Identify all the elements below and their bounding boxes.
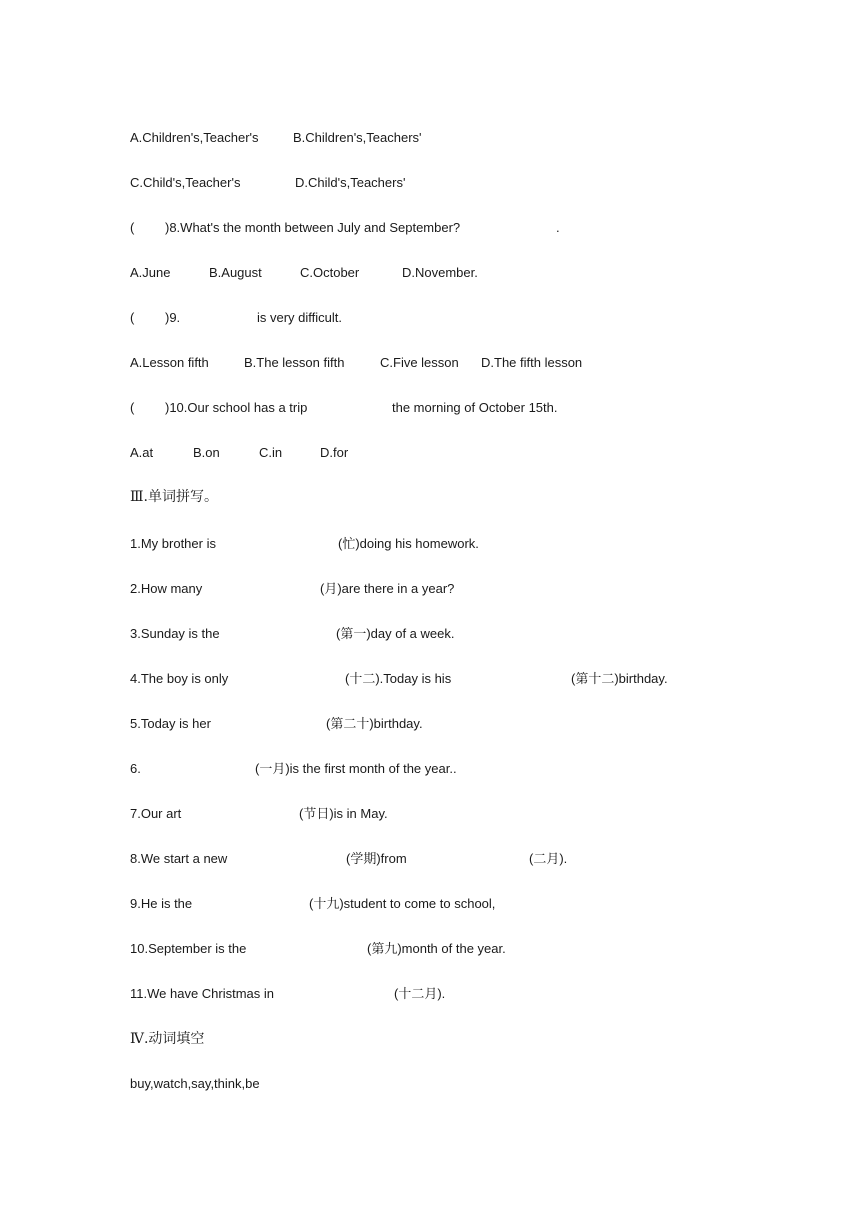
item-text: 11.We have Christmas in (130, 986, 275, 1001)
item-text-after-blank: (节日)is in May. (299, 806, 388, 821)
section-4-heading (130, 1030, 205, 1066)
item-text: 1.My brother is (130, 536, 216, 551)
question-text-after-blank: is very difficult. (257, 310, 343, 325)
item-text: 5.Today is her (130, 716, 211, 731)
item-text-after-blank-2: (第十二)birthday. (571, 671, 668, 686)
section-heading: Ⅳ.动词填空 (130, 1031, 205, 1047)
answer-paren: ( (130, 220, 135, 235)
section-heading: Ⅲ.单词拼写。 (130, 489, 218, 505)
question-text-after-blank: the morning of October 15th. (392, 400, 558, 415)
item-text: 3.Sunday is the (130, 626, 220, 641)
answer-paren: ( (130, 400, 135, 415)
item-text: 7.Our art (130, 806, 182, 821)
option-c: C.Five lesson (380, 355, 459, 370)
option-d: D.Child's,Teachers' (295, 175, 406, 190)
question-text: )8.What's the month between July and September? (165, 220, 461, 235)
option-a: A.Lesson fifth (130, 355, 209, 370)
option-a: A.June (130, 265, 171, 280)
option-c: C.Child's,Teacher's (130, 175, 241, 190)
item-text-after-blank: (第九)month of the year. (367, 941, 506, 956)
option-c: C.in (259, 445, 283, 460)
word-bank-text: buy,watch,say,think,be (130, 1076, 260, 1091)
item-text-after-blank: (第二十)birthday. (326, 716, 423, 731)
option-a: A.at (130, 445, 154, 460)
item-text-after-blank: (十二).Today is his (345, 671, 452, 686)
option-d: D.for (320, 445, 349, 460)
option-d: D.November. (402, 265, 478, 280)
option-b: B.The lesson fifth (244, 355, 345, 370)
item-text-after-blank: (十二月). (394, 986, 446, 1001)
option-d: D.The fifth lesson (481, 355, 583, 370)
item-text-after-blank: (第一)day of a week. (336, 626, 455, 641)
blank-dot: . (556, 220, 560, 235)
item-text-after-blank: (一月)is the first month of the year.. (255, 761, 457, 776)
item-text: 8.We start a new (130, 851, 228, 866)
item-text-after-blank: (忙)doing his homework. (338, 536, 479, 551)
item-text: 10.September is the (130, 941, 247, 956)
item-text-after-blank: (学期)from (346, 851, 407, 866)
option-a: A.Children's,Teacher's (130, 130, 259, 145)
answer-paren: ( (130, 310, 135, 325)
item-text: 9.He is the (130, 896, 193, 911)
item-text: 4.The boy is only (130, 671, 229, 686)
question-text: )9. (165, 310, 181, 325)
option-c: C.October (300, 265, 360, 280)
option-b: B.August (209, 265, 262, 280)
item-text: 2.How many (130, 581, 203, 596)
section-3-heading (130, 488, 218, 524)
question-text: )10.Our school has a trip (165, 400, 308, 415)
item-text-after-blank: (月)are there in a year? (320, 581, 455, 596)
item-text: 6. (130, 761, 141, 776)
option-b: B.on (193, 445, 220, 460)
verb-word-bank (130, 1075, 260, 1111)
option-b: B.Children's,Teachers' (293, 130, 422, 145)
item-text-after-blank-2: (二月). (529, 851, 568, 866)
item-text-after-blank: (十九)student to come to school, (309, 896, 496, 911)
